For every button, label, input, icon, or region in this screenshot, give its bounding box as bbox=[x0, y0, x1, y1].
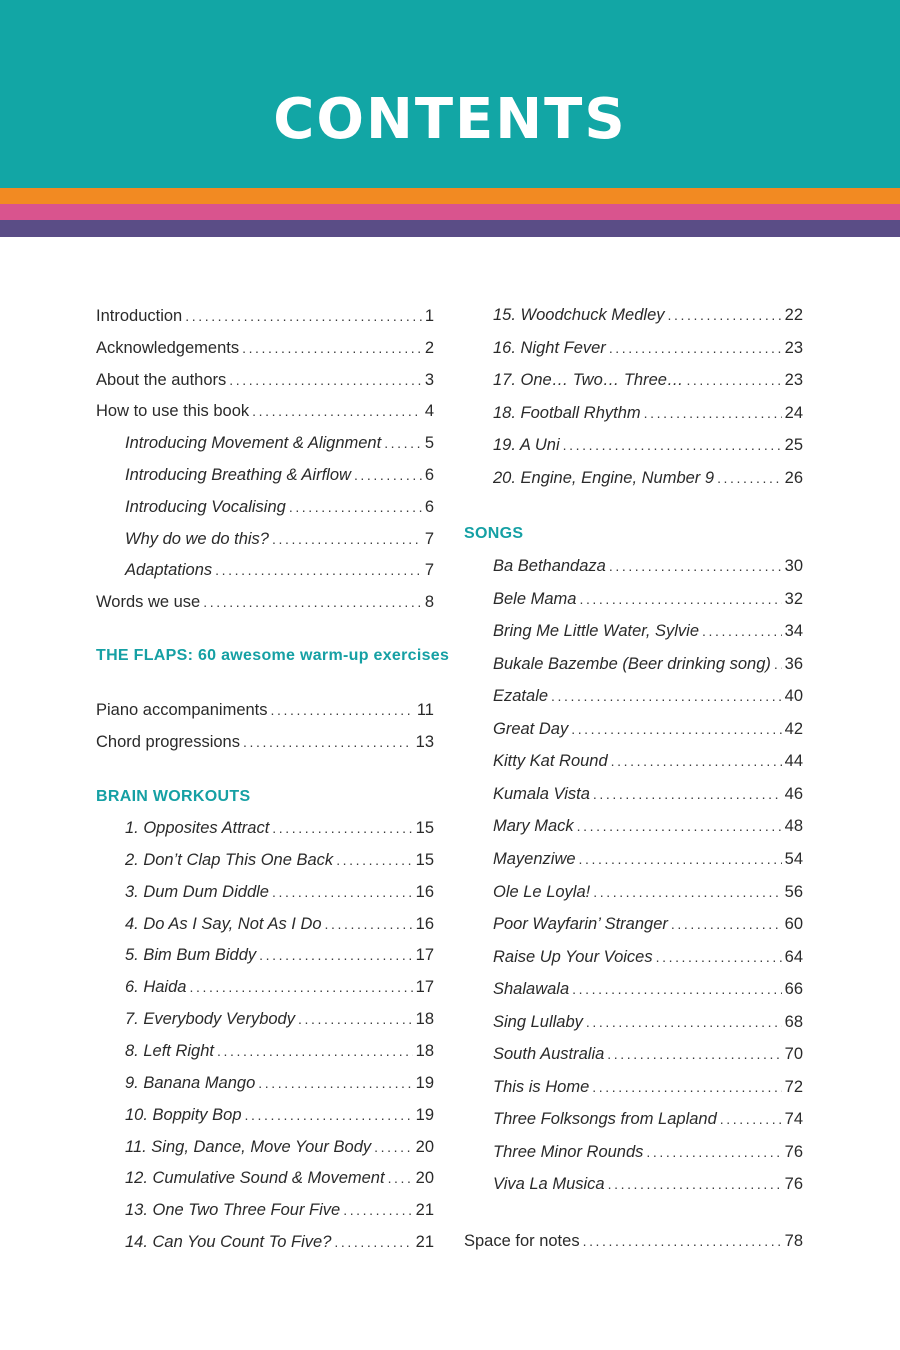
dot-leader bbox=[611, 751, 782, 771]
toc-entry-page: 22 bbox=[784, 306, 803, 324]
toc-entry[interactable] bbox=[125, 465, 434, 485]
toc-entry-page: 78 bbox=[784, 1232, 803, 1250]
toc-entry[interactable] bbox=[125, 914, 434, 934]
toc-entry-page: 34 bbox=[784, 622, 803, 641]
toc-entry[interactable] bbox=[493, 370, 803, 390]
dot-leader bbox=[774, 654, 782, 674]
toc-entry[interactable] bbox=[125, 529, 434, 549]
toc-entry-title: 11. Sing, Dance, Move Your Body bbox=[125, 1137, 372, 1156]
dot-leader bbox=[189, 977, 412, 997]
toc-entry-page: 25 bbox=[784, 436, 803, 455]
toc-entry-page: 19 bbox=[415, 1105, 434, 1124]
toc-entry-page: 32 bbox=[784, 589, 803, 608]
toc-entry[interactable] bbox=[96, 306, 434, 326]
toc-entry-title: 5. Bim Bum Biddy bbox=[125, 946, 257, 965]
toc-entry[interactable] bbox=[493, 621, 803, 641]
toc-entry-page: 70 bbox=[784, 1045, 803, 1064]
toc-entry-title: 1. Opposites Attract bbox=[125, 819, 270, 837]
toc-entry-title: 3. Dum Dum Diddle bbox=[125, 882, 269, 901]
toc-entry-title: 8. Left Right bbox=[125, 1041, 214, 1060]
toc-entry-title: Ezatale bbox=[493, 687, 549, 706]
toc-entry-title: Introducing Vocalising bbox=[125, 497, 286, 516]
dot-leader bbox=[686, 370, 781, 390]
toc-entry[interactable] bbox=[125, 882, 434, 902]
dot-leader bbox=[579, 589, 781, 609]
toc-entry-page: 76 bbox=[784, 1142, 803, 1161]
toc-entry-title: Sing Lullaby bbox=[493, 1012, 583, 1031]
toc-entry[interactable] bbox=[493, 1174, 803, 1194]
toc-entry-page: 15 bbox=[415, 850, 434, 869]
toc-entry-page: 60 bbox=[784, 915, 803, 934]
toc-entry-page: 20 bbox=[415, 1169, 434, 1188]
dot-leader bbox=[608, 1174, 782, 1194]
toc-entry-title: Shalawala bbox=[493, 980, 570, 999]
toc-entry[interactable] bbox=[493, 305, 803, 325]
section-heading-flaps: THE FLAPS: 60 awesome warm-up exercises bbox=[96, 647, 450, 664]
toc-entry-page: 24 bbox=[784, 403, 803, 422]
toc-entry[interactable] bbox=[493, 654, 803, 674]
toc-entry-page: 3 bbox=[424, 370, 434, 389]
toc-entry[interactable] bbox=[96, 592, 434, 612]
dot-leader bbox=[609, 338, 782, 358]
dot-leader bbox=[354, 465, 422, 485]
toc-entry-title: Three Minor Rounds bbox=[493, 1142, 644, 1161]
toc-entry[interactable] bbox=[125, 850, 434, 870]
toc-entry-page: 16 bbox=[415, 914, 434, 933]
toc-entry-title: 4. Do As I Say, Not As I Do bbox=[125, 914, 322, 933]
toc-entry[interactable] bbox=[125, 1041, 434, 1061]
toc-entry-title: Bele Mama bbox=[493, 589, 577, 608]
toc-entry[interactable] bbox=[464, 1231, 803, 1251]
toc-entry-page: 7 bbox=[424, 561, 434, 580]
toc-entry[interactable] bbox=[125, 977, 434, 997]
toc-entry[interactable] bbox=[493, 468, 803, 488]
toc-entry-title: Chord progressions bbox=[96, 732, 240, 751]
toc-entry-page: 18 bbox=[415, 1041, 434, 1060]
toc-entry[interactable] bbox=[493, 1142, 803, 1162]
toc-entry-page: 20 bbox=[415, 1137, 434, 1156]
toc-entry-page: 54 bbox=[784, 849, 803, 868]
toc-entry[interactable] bbox=[96, 338, 434, 358]
toc-entry[interactable] bbox=[493, 338, 803, 358]
toc-entry-page: 66 bbox=[784, 980, 803, 999]
dot-leader bbox=[702, 621, 782, 641]
toc-entry-title: 13. One Two Three Four Five bbox=[125, 1201, 341, 1220]
dot-leader bbox=[271, 700, 414, 720]
dot-leader bbox=[229, 370, 422, 390]
toc-entry-title: Space for notes bbox=[464, 1232, 580, 1250]
toc-entry[interactable] bbox=[493, 556, 803, 576]
toc-entry[interactable] bbox=[493, 784, 803, 804]
toc-entry[interactable] bbox=[493, 751, 803, 771]
header-banner bbox=[0, 0, 900, 188]
toc-entry[interactable] bbox=[125, 818, 434, 838]
toc-entry-title: Kumala Vista bbox=[493, 784, 590, 803]
toc-entry-page: 7 bbox=[424, 529, 434, 548]
toc-entry[interactable] bbox=[96, 401, 434, 421]
section-heading-brain-workouts: BRAIN WORKOUTS bbox=[96, 788, 251, 805]
section-heading-songs: SONGS bbox=[464, 525, 524, 542]
toc-entry-page: 16 bbox=[415, 882, 434, 901]
dot-leader bbox=[289, 497, 422, 517]
dot-leader bbox=[215, 560, 422, 580]
toc-entry[interactable] bbox=[493, 403, 803, 423]
toc-entry-title: This is Home bbox=[493, 1077, 590, 1096]
toc-entry-page: 23 bbox=[784, 338, 803, 357]
toc-entry-title: 15. Woodchuck Medley bbox=[493, 306, 665, 324]
dot-leader bbox=[563, 435, 782, 455]
dot-leader bbox=[259, 945, 413, 965]
toc-entry-page: 4 bbox=[424, 402, 434, 421]
dot-leader bbox=[272, 818, 412, 838]
toc-entry-title: Adaptations bbox=[125, 561, 213, 580]
toc-entry[interactable] bbox=[125, 433, 434, 453]
toc-entry-page: 17 bbox=[415, 978, 434, 997]
dot-leader bbox=[258, 1073, 412, 1093]
toc-entry-title: Piano accompaniments bbox=[96, 701, 268, 719]
dot-leader bbox=[646, 1142, 781, 1162]
toc-entry-title: Three Folksongs from Lapland bbox=[493, 1110, 717, 1129]
toc-entry[interactable] bbox=[96, 700, 434, 720]
toc-entry[interactable] bbox=[493, 979, 803, 999]
toc-entry-page: 19 bbox=[415, 1073, 434, 1092]
dot-leader bbox=[217, 1041, 413, 1061]
toc-entry-page: 6 bbox=[424, 497, 434, 516]
toc-entry-page: 23 bbox=[784, 371, 803, 390]
dot-leader bbox=[343, 1200, 412, 1220]
toc-entry-title: 20. Engine, Engine, Number 9 bbox=[493, 469, 715, 487]
toc-entry-page: 40 bbox=[784, 687, 803, 706]
toc-entry-page: 48 bbox=[784, 817, 803, 836]
dot-leader bbox=[592, 1077, 781, 1097]
dot-leader bbox=[717, 468, 782, 488]
toc-entry-title: Introducing Breathing & Airflow bbox=[125, 466, 351, 484]
toc-entry-title: Introduction bbox=[96, 307, 183, 325]
dot-leader bbox=[607, 1044, 781, 1064]
toc-entry-page: 64 bbox=[784, 947, 803, 966]
toc-entry-page: 6 bbox=[424, 466, 434, 484]
toc-entry[interactable] bbox=[493, 1044, 803, 1064]
toc-entry-page: 56 bbox=[784, 882, 803, 901]
toc-entry-title: 9. Banana Mango bbox=[125, 1073, 256, 1092]
toc-entry-title: Words we use bbox=[96, 593, 201, 612]
toc-entry-page: 44 bbox=[784, 752, 803, 771]
dot-leader bbox=[668, 305, 782, 325]
toc-entry-page: 1 bbox=[424, 307, 434, 325]
toc-entry-page: 21 bbox=[415, 1233, 434, 1252]
toc-entry-page: 30 bbox=[784, 557, 803, 575]
dot-leader bbox=[388, 1168, 413, 1188]
toc-entry-title: Great Day bbox=[493, 719, 569, 738]
toc-entry-title: 12. Cumulative Sound & Movement bbox=[125, 1169, 385, 1188]
dot-leader bbox=[272, 882, 413, 902]
stripe-orange bbox=[0, 188, 900, 204]
page-title: CONTENTS bbox=[273, 87, 627, 152]
dot-leader bbox=[593, 784, 782, 804]
dot-leader bbox=[336, 850, 412, 870]
toc-entry-page: 2 bbox=[424, 338, 434, 357]
toc-entry-title: Mayenziwe bbox=[493, 849, 576, 868]
dot-leader bbox=[242, 338, 422, 358]
dot-leader bbox=[334, 1232, 412, 1252]
toc-entry[interactable] bbox=[493, 849, 803, 869]
toc-entry[interactable] bbox=[125, 1200, 434, 1220]
dot-leader bbox=[609, 556, 782, 576]
toc-entry-title: Raise Up Your Voices bbox=[493, 947, 653, 966]
toc-entry-title: Poor Wayfarin’ Stranger bbox=[493, 915, 668, 934]
toc-entry[interactable] bbox=[493, 816, 803, 836]
toc-entry[interactable] bbox=[125, 1073, 434, 1093]
toc-entry[interactable] bbox=[493, 686, 803, 706]
toc-entry-title: 10. Boppity Bop bbox=[125, 1105, 242, 1124]
dot-leader bbox=[252, 401, 422, 421]
toc-entry[interactable] bbox=[493, 435, 803, 455]
dot-leader bbox=[671, 914, 782, 934]
toc-entry-title: Acknowledgements bbox=[96, 338, 240, 357]
toc-entry[interactable] bbox=[125, 1105, 434, 1125]
toc-entry-title: Ba Bethandaza bbox=[493, 557, 606, 575]
dot-leader bbox=[551, 686, 782, 706]
toc-entry-title: Viva La Musica bbox=[493, 1175, 605, 1194]
toc-entry-page: 26 bbox=[784, 469, 803, 487]
toc-entry-page: 72 bbox=[784, 1077, 803, 1096]
toc-entry-page: 13 bbox=[415, 732, 434, 751]
toc-entry-page: 15 bbox=[415, 819, 434, 837]
dot-leader bbox=[185, 306, 422, 326]
dot-leader bbox=[593, 882, 781, 902]
toc-entry-page: 11 bbox=[416, 701, 434, 719]
toc-entry-title: How to use this book bbox=[96, 402, 250, 421]
toc-entry[interactable] bbox=[493, 1012, 803, 1032]
toc-entry-title: Introducing Movement & Alignment bbox=[125, 434, 382, 453]
toc-entry-title: About the authors bbox=[96, 370, 227, 389]
toc-entry-page: 18 bbox=[415, 1010, 434, 1029]
toc-entry[interactable] bbox=[96, 732, 434, 752]
dot-leader bbox=[325, 914, 413, 934]
toc-entry-page: 74 bbox=[784, 1110, 803, 1129]
toc-entry-page: 8 bbox=[424, 593, 434, 612]
toc-entry[interactable] bbox=[125, 1009, 434, 1029]
toc-entry-title: Kitty Kat Round bbox=[493, 752, 608, 771]
toc-entry-title: 16. Night Fever bbox=[493, 338, 606, 357]
dot-leader bbox=[644, 403, 782, 423]
toc-entry-title: 6. Haida bbox=[125, 978, 187, 997]
toc-entry[interactable] bbox=[493, 882, 803, 902]
toc-entry-title: 17. One… Two… Three… bbox=[493, 371, 684, 390]
dot-leader bbox=[272, 529, 422, 549]
toc-entry-page: 46 bbox=[784, 784, 803, 803]
dot-leader bbox=[656, 947, 782, 967]
dot-leader bbox=[720, 1109, 782, 1129]
toc-entry-page: 76 bbox=[784, 1175, 803, 1194]
toc-entry[interactable] bbox=[493, 1077, 803, 1097]
dot-leader bbox=[577, 816, 782, 836]
toc-entry-page: 17 bbox=[415, 946, 434, 965]
toc-entry-title: Bring Me Little Water, Sylvie bbox=[493, 622, 700, 641]
toc-entry[interactable] bbox=[96, 370, 434, 390]
dot-leader bbox=[374, 1137, 413, 1157]
dot-leader bbox=[583, 1231, 782, 1251]
toc-entry-page: 42 bbox=[784, 719, 803, 738]
toc-entry-title: 19. A Uni bbox=[493, 436, 560, 455]
toc-entry[interactable] bbox=[125, 497, 434, 517]
toc-entry-page: 68 bbox=[784, 1012, 803, 1031]
dot-leader bbox=[203, 592, 422, 612]
stripe-purple bbox=[0, 220, 900, 237]
toc-entry[interactable] bbox=[493, 914, 803, 934]
dot-leader bbox=[572, 979, 782, 999]
dot-leader bbox=[571, 719, 781, 739]
dot-leader bbox=[579, 849, 782, 869]
toc-entry-title: 18. Football Rhythm bbox=[493, 403, 641, 422]
toc-entry-title: 2. Don’t Clap This One Back bbox=[125, 850, 334, 869]
toc-entry-title: Mary Mack bbox=[493, 817, 574, 836]
stripe-pink bbox=[0, 204, 900, 220]
toc-entry[interactable] bbox=[125, 1137, 434, 1157]
dot-leader bbox=[298, 1009, 413, 1029]
toc-entry-title: South Australia bbox=[493, 1045, 605, 1064]
toc-entry-title: Ole Le Loyla! bbox=[493, 882, 591, 901]
dot-leader bbox=[384, 433, 422, 453]
toc-entry-title: Why do we do this? bbox=[125, 529, 269, 548]
toc-entry-page: 5 bbox=[424, 434, 434, 453]
toc-entry-title: 7. Everybody Verybody bbox=[125, 1010, 295, 1029]
toc-entry[interactable] bbox=[493, 589, 803, 609]
toc-entry[interactable] bbox=[493, 1109, 803, 1129]
toc-entry[interactable] bbox=[125, 560, 434, 580]
dot-leader bbox=[243, 732, 413, 752]
toc-entry-page: 36 bbox=[784, 654, 803, 673]
toc-entry[interactable] bbox=[125, 1232, 434, 1252]
toc-entry[interactable] bbox=[493, 719, 803, 739]
dot-leader bbox=[245, 1105, 413, 1125]
toc-entry-page: 21 bbox=[415, 1201, 434, 1220]
toc-entry[interactable] bbox=[125, 945, 434, 965]
dot-leader bbox=[586, 1012, 782, 1032]
toc-entry-title: Bukale Bazembe (Beer drinking song) bbox=[493, 654, 771, 673]
toc-entry[interactable] bbox=[493, 947, 803, 967]
toc-entry-title: 14. Can You Count To Five? bbox=[125, 1233, 332, 1252]
toc-entry[interactable] bbox=[125, 1168, 434, 1188]
